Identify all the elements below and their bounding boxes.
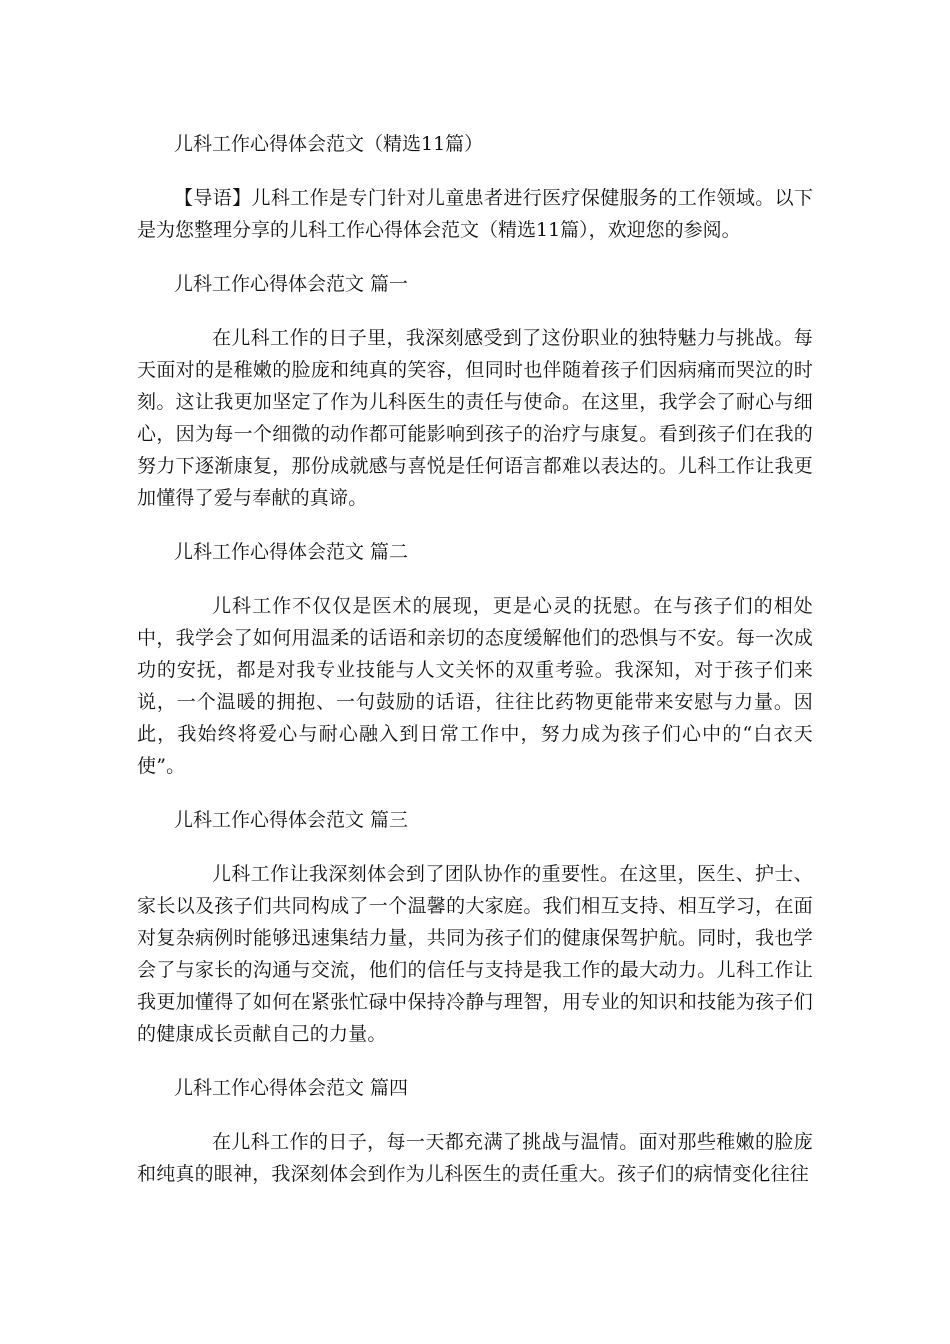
section-heading-4: 儿科工作心得体会范文 篇四	[174, 1077, 409, 1099]
section-heading-1: 儿科工作心得体会范文 篇一	[174, 273, 409, 295]
document-page	[137, 128, 813, 1190]
document-intro: 【导语】儿科工作是专门针对儿童患者进行医疗保健服务的工作领域。以下是为您整理分享的儿科工作心得体会范文（精选11篇），欢迎您的参阅。	[137, 187, 813, 241]
document-title: 儿科工作心得体会范文（精选11篇）	[174, 133, 484, 155]
section-body-1: 在儿科工作的日子里，我深刻感受到了这份职业的独特魅力与挑战。每天面对的是稚嫩的脸庞和纯真的笑容，但同时也伴随着孩子们因病痛而哭泣的时刻。这让我更加坚定了作为儿科医生的责任与使命。在这里，我学会了耐心与细心，因为每一个细微的动作都可能影响到孩子的治疗与康复。看到孩子们在我的努力下逐渐康复，那份成就感与喜悦是任何语言都难以表达的。儿科工作让我更加懂得了爱与奉献的真谛。	[137, 327, 813, 509]
section-body-2: 儿科工作不仅仅是医术的展现，更是心灵的抚慰。在与孩子们的相处中，我学会了如何用温柔的话语和亲切的态度缓解他们的恐惧与不安。每一次成功的安抚，都是对我专业技能与人文关怀的双重考验。我深知，对于孩子们来说，一个温暖的拥抱、一句鼓励的话语，往往比药物更能带来安慰与力量。因此，我始终将爱心与耐心融入到日常工作中，努力成为孩子们心中的“白衣天使”。	[137, 595, 813, 777]
section-heading-3: 儿科工作心得体会范文 篇三	[174, 809, 409, 831]
section-body-3: 儿科工作让我深刻体会到了团队协作的重要性。在这里，医生、护士、家长以及孩子们共同构成了一个温馨的大家庭。我们相互支持、相互学习，在面对复杂病例时能够迅速集结力量，共同为孩子们的健康保驾护航。同时，我也学会了与家长的沟通与交流，他们的信任与支持是我工作的最大动力。儿科工作让我更加懂得了如何在紧张忙碌中保持冷静与理智，用专业的知识和技能为孩子们的健康成长贡献自己的力量。	[137, 863, 813, 1045]
section-heading-2: 儿科工作心得体会范文 篇二	[174, 541, 409, 563]
section-body-4: 在儿科工作的日子，每一天都充满了挑战与温情。面对那些稚嫩的脸庞和纯真的眼神，我深刻体会到作为儿科医生的责任重大。孩子们的病情变化往往	[137, 1131, 813, 1185]
